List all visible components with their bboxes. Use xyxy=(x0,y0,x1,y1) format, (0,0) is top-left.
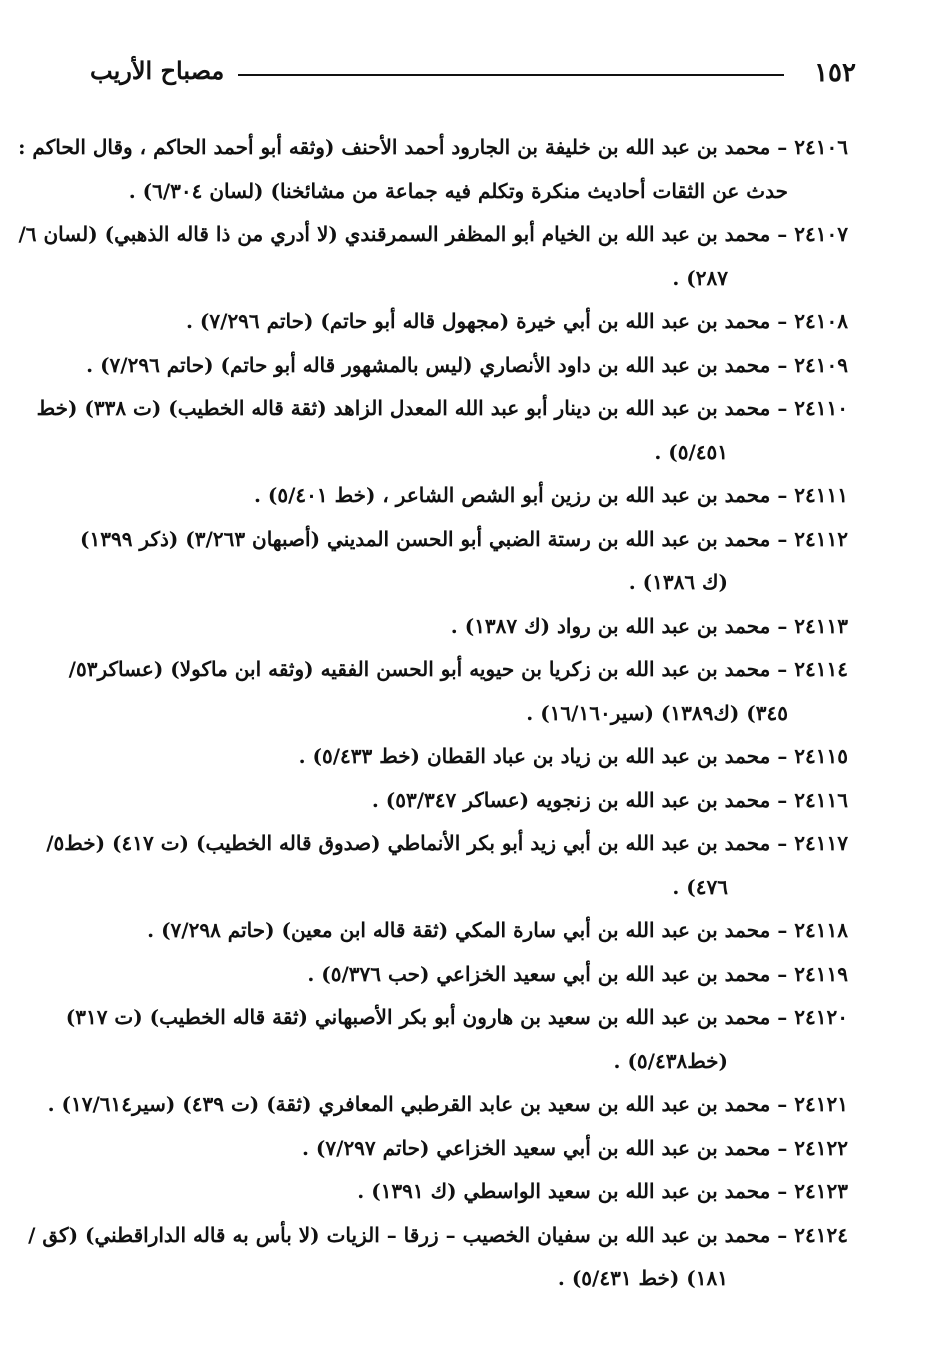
entry xyxy=(72,779,848,823)
entries-list xyxy=(18,126,848,1301)
entry-line: ٢٤١٢١ – محمد بن عبد الله بن سعيد بن عابد القرطبي المعافري (ثقة) (ت ٤٣٩) (سير١٧/٦١٤) . xyxy=(47,1092,848,1116)
page-number: ١٥٢ xyxy=(814,58,856,88)
entry-line: ٢٤١١٣ – محمد بن عبد الله بن رواد (ك ١٣٨٧) . xyxy=(450,613,848,638)
entry-line: ٢٤١١٦ – محمد بن عبد الله بن زنجويه (عساكر ٥٣/٣٤٧) . xyxy=(371,787,848,812)
entry xyxy=(28,1214,848,1301)
entry-line: ٢٤١١٢ – محمد بن عبد الله بن رستة الضبي أبو الحسن المديني (أصبهان ٣/٢٦٣) (ذكر ١٣٩٩) xyxy=(80,526,848,551)
entry-line: ٢٤١١٧ – محمد بن عبد الله بن أبي زيد أبو بكر الأنماطي (صدوق قاله الخطيب) (ت ٤١٧) (خط٥/ xyxy=(46,831,848,855)
entry xyxy=(46,822,848,909)
entry-continuation-line: ١٨١) (خط ٥/٤٣١) . xyxy=(557,1266,728,1290)
book-title: مصباح الأريب xyxy=(90,56,225,85)
entry-line: ٢٤١١٨ – محمد بن عبد الله بن أبي سارة المكي (ثقة قاله ابن معين) (حاتم ٧/٢٩٨) . xyxy=(147,918,848,942)
entry-line: ٢٤١٠٧ – محمد بن عبد الله بن الخيام أبو المظفر السمرقندي (لا أدري من ذا قاله الذهبي) (لسان ٦/ xyxy=(18,222,848,246)
entry-line: ٢٤١٠٨ – محمد بن عبد الله بن أبي خيرة (مجهول قاله أبو حاتم) (حاتم ٧/٢٩٦) . xyxy=(186,309,848,333)
entry-continuation-line: ٢٨٧) . xyxy=(672,265,728,290)
entry xyxy=(65,996,848,1083)
entry xyxy=(47,1083,848,1127)
entry xyxy=(18,213,848,300)
entry xyxy=(72,909,848,953)
entry-continuation-line: (ك ١٣٨٦) . xyxy=(628,570,728,594)
entry-line: ٢٤١٠٦ – محمد بن عبد الله بن خليفة بن الجارود أحمد الأحنف (وثقه أبو أحمد الحاكم ، وقال الحاكم : xyxy=(18,135,848,159)
entry xyxy=(72,1170,848,1214)
entry-continuation-line: ٣٤٥) (ك١٣٨٩) (سير١٦/١٦٠) . xyxy=(526,700,788,725)
entry-line: ٢٤١٢٢ – محمد بن عبد الله بن أبي سعيد الخزاعي (حاتم ٧/٢٩٧) . xyxy=(302,1135,848,1160)
entry xyxy=(72,1127,848,1171)
entry xyxy=(36,387,848,474)
entry xyxy=(72,344,848,388)
page-header xyxy=(80,52,856,96)
entry xyxy=(68,648,848,735)
entry xyxy=(72,735,848,779)
entry xyxy=(72,474,848,518)
entry-line: ٢٤١١٥ – محمد بن عبد الله بن زياد بن عباد القطان (خط ٥/٤٣٣) . xyxy=(298,744,848,768)
entry-line: ٢٤١١١ – محمد بن عبد الله بن رزين أبو الشص الشاعر ، (خط ٥/٤٠١) . xyxy=(253,483,848,507)
entry-line: ٢٤١٢٣ – محمد بن عبد الله بن سعيد الواسطي (ك ١٣٩١) . xyxy=(357,1179,848,1203)
entry xyxy=(72,300,848,344)
entry-line: ٢٤١٢٤ – محمد بن عبد الله بن سفيان الخصيب – زرقا – الزيات (لا بأس به قاله الداراقطني) (كق / xyxy=(28,1222,848,1247)
entry xyxy=(18,126,848,213)
entry-line: ٢٤١٠٩ – محمد بن عبد الله بن داود الأنصاري (ليس بالمشهور قاله أبو حاتم) (حاتم ٧/٢٩٦) . xyxy=(86,352,848,377)
entry-line: ٢٤١٢٠ – محمد بن عبد الله بن سعيد بن هارون أبو بكر الأصبهاني (ثقة قاله الخطيب) (ت ٣١٧) xyxy=(65,1005,848,1029)
entry-line: ٢٤١١٠ – محمد بن عبد الله بن دينار أبو عبد الله المعدل الزاهد (ثقة قاله الخطيب) (ت ٣٣٨) (خط xyxy=(36,396,848,420)
entry-line: ٢٤١١٤ – محمد بن عبد الله بن زكريا بن حيويه أبو الحسن الفقيه (وثقه ابن ماكولا) (عساكر٥٣/ xyxy=(68,657,848,681)
entry-continuation-line: (خط٥/٤٣٨) . xyxy=(613,1048,728,1073)
entry xyxy=(72,605,848,649)
entry-continuation-line: ٥/٤٥١) . xyxy=(654,439,728,464)
entry xyxy=(72,518,848,605)
header-rule xyxy=(238,74,784,76)
entry-line: ٢٤١١٩ – محمد بن عبد الله بن أبي سعيد الخزاعي (حب ٥/٣٧٦) . xyxy=(307,961,848,986)
entry-continuation-line: حدث عن الثقات أحاديث منكرة وتكلم فيه جماعة من مشائخنا) (لسان ٦/٣٠٤) . xyxy=(128,178,788,203)
entry xyxy=(72,953,848,997)
entry-continuation-line: ٤٧٦) . xyxy=(672,874,728,899)
